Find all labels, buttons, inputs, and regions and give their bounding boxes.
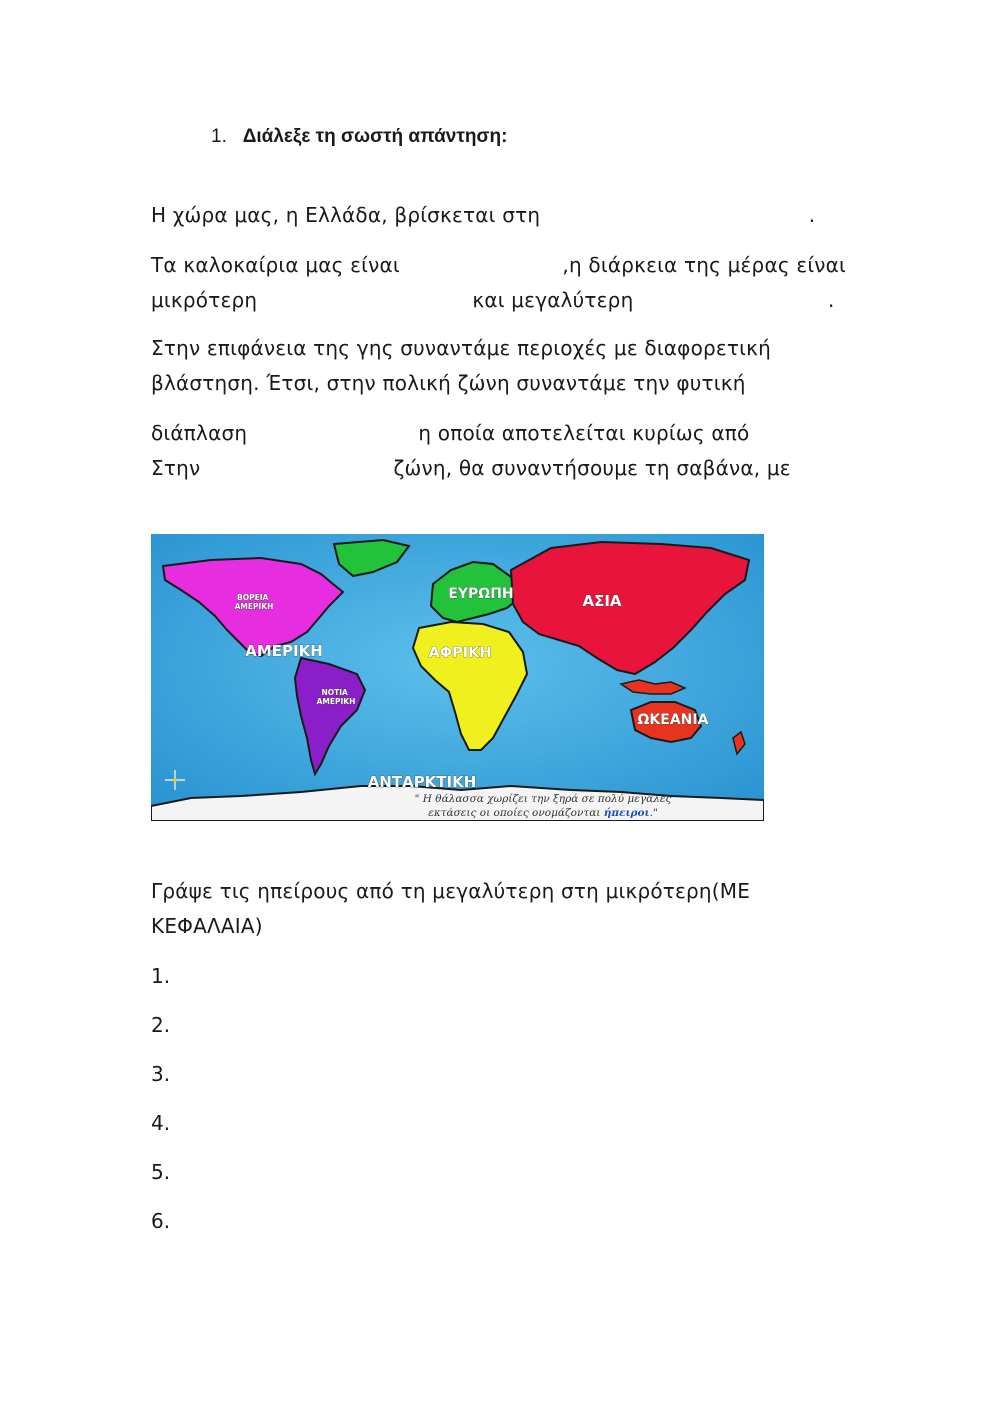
- label-south-america-l2: ΑΜΕΡΙΚΗ: [316, 697, 356, 706]
- answer-blank-6[interactable]: [207, 458, 387, 481]
- sentence-text: και μεγαλύτερη: [472, 288, 634, 312]
- sentence-text: ,η διάρκεια της μέρας είναι: [562, 253, 847, 277]
- sentence-vegetation-2: βλάστηση. Έτσι, στην πολική ζώνη συναντάμε την φυτική: [151, 371, 746, 395]
- caption-end: .": [649, 807, 658, 819]
- list-number: 1.: [151, 964, 171, 988]
- sentence-text: ζώνη, θα συναντήσουμε τη σαβάνα, με: [393, 456, 791, 480]
- world-map: [151, 534, 764, 821]
- label-africa: ΑΦΡΙΚΗ: [428, 645, 492, 661]
- map-caption-line2: [428, 806, 658, 819]
- continent-answer-5[interactable]: [151, 1160, 170, 1184]
- caption-text: εκτάσεις οι οποίες ονομάζονται: [428, 807, 601, 819]
- label-antarctica: ΑΝΤΑΡΚΤΙΚΗ: [367, 773, 477, 791]
- continent-answer-2[interactable]: [151, 1013, 170, 1037]
- list-number: 2.: [151, 1013, 171, 1037]
- answer-blank-5[interactable]: [254, 423, 412, 446]
- label-america: ΑΜΕΡΙΚΗ: [245, 642, 323, 660]
- list-number: 5.: [151, 1160, 171, 1184]
- sentence-end: .: [828, 288, 835, 312]
- sentence-text: η οποία αποτελείται κυρίως από: [418, 421, 750, 445]
- list-number: 6.: [151, 1209, 171, 1233]
- world-map-svg: [151, 534, 764, 821]
- answer-blank-4[interactable]: [640, 290, 828, 313]
- sentence-vegetation-1: Στην επιφάνεια της γης συναντάμε περιοχές με διαφορετική: [151, 336, 771, 360]
- label-north-america-small: [235, 593, 274, 611]
- sentence-summers: [151, 253, 846, 278]
- sentence-text: Στην: [151, 456, 201, 480]
- continent-answer-3[interactable]: [151, 1062, 170, 1086]
- sentence-text: Η χώρα μας, η Ελλάδα, βρίσκεται στη: [151, 203, 541, 227]
- task2-prompt-line1: Γράψε τις ηπείρους από τη μεγαλύτερη στη μικρότερη(ΜΕ: [151, 879, 751, 903]
- label-north-america-l1: ΒΟΡΕΙΑ: [237, 593, 269, 602]
- map-caption-line1: " Η θάλασσα χωρίζει την ξηρά σε πολύ μεγάλες: [414, 793, 672, 805]
- label-asia: ΑΣΙΑ: [582, 592, 622, 610]
- sentence-polar-formation: [151, 421, 749, 446]
- sentence-text: διάπλαση: [151, 421, 248, 445]
- answer-blank-1[interactable]: [547, 205, 809, 228]
- label-south-america-small: [317, 688, 356, 706]
- label-oceania: ΩΚΕΑΝΙΑ: [637, 712, 709, 728]
- caption-highlight: ήπειροι: [603, 807, 650, 819]
- sentence-savanna: [151, 456, 791, 481]
- continent-answer-4[interactable]: [151, 1111, 170, 1135]
- answer-blank-3[interactable]: [264, 290, 466, 313]
- sentence-day-length: [151, 288, 835, 313]
- answer-blank-2[interactable]: [406, 255, 562, 278]
- sentence-end: .: [808, 203, 816, 227]
- label-europe: ΕΥΡΩΠΗ: [448, 586, 514, 602]
- list-number: 3.: [151, 1062, 171, 1086]
- question-heading: [211, 126, 507, 148]
- sentence-text: Τα καλοκαίρια μας είναι: [151, 253, 400, 277]
- label-north-america-l2: ΑΜΕΡΙΚΗ: [234, 602, 274, 611]
- task2-prompt-line2: ΚΕΦΑΛΑΙΑ): [151, 914, 263, 938]
- continent-answer-6[interactable]: [151, 1209, 170, 1233]
- label-south-america-l1: ΝΟΤΙΑ: [321, 688, 348, 697]
- sentence-greece-location: [151, 203, 815, 228]
- question-title: Διάλεξε τη σωστή απάντηση:: [242, 126, 508, 147]
- continent-answer-1[interactable]: [151, 964, 170, 988]
- question-number: 1.: [211, 126, 227, 147]
- list-number: 4.: [151, 1111, 171, 1135]
- sentence-text: μικρότερη: [151, 288, 258, 312]
